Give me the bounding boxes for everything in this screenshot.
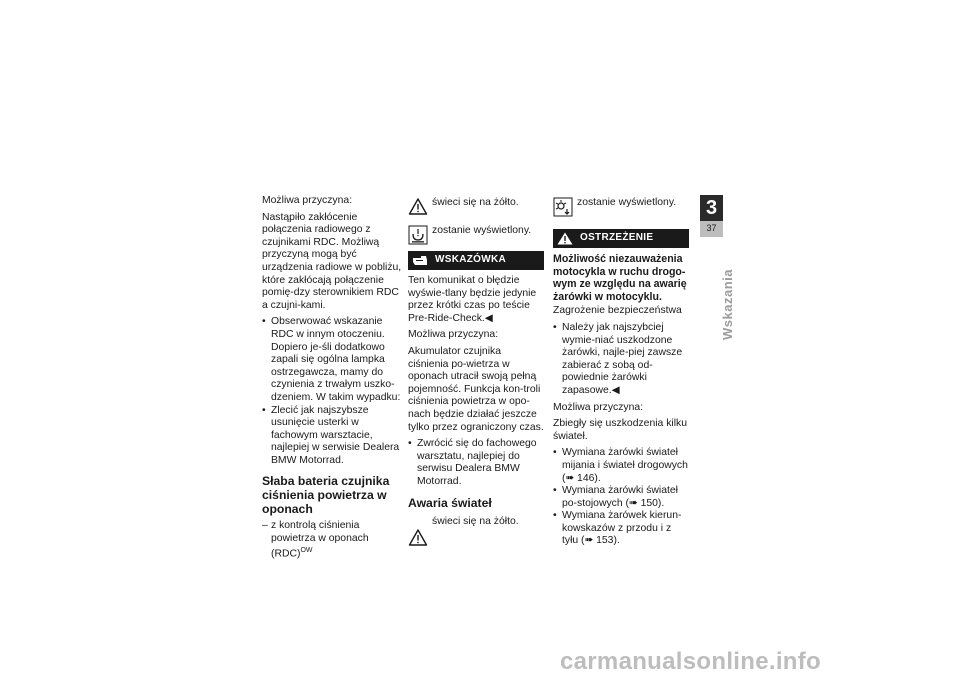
indicator-row xyxy=(408,223,544,245)
note-banner xyxy=(408,251,544,270)
column-2 xyxy=(408,195,544,554)
section-heading-lights: Awaria świateł xyxy=(408,495,492,510)
rdc-bullets xyxy=(262,316,402,467)
indicator-text: świeci się na żółto. xyxy=(432,516,519,528)
possible-cause-label: Możliwa przyczyna: xyxy=(408,329,499,341)
battery-cause-text: Akumulator czujnika ciśnienia po-wietrza w oponach utracił swoją pełną pojemność. Funkcja kon-troli ciśnienia powietrza w opo-nach będzie działać jeszcze tylko przez ograniczony czas. xyxy=(408,345,544,433)
warning-banner xyxy=(553,229,689,248)
warning-triangle-icon xyxy=(408,526,428,548)
chapter-number: 3 xyxy=(705,197,718,219)
bulb-replacement-bullets xyxy=(553,447,689,548)
page-number: 37 xyxy=(700,222,723,235)
list-item: • Wymiana żarówek kierun-kowskazów z przodu i z tyłu (➠ 153). xyxy=(553,510,689,548)
note-banner-label: WSKAZÓWKA xyxy=(435,254,507,266)
possible-cause-label: Możliwa przyczyna: xyxy=(262,195,353,206)
battery-bullets xyxy=(408,438,544,488)
lamp-failure-icon xyxy=(553,195,573,217)
warning-banner-label: OSTRZEŻENIE xyxy=(580,232,654,244)
option-text: z kontrolą ciśnienia powietrza w oponach (RDC) xyxy=(271,520,369,560)
option-list xyxy=(262,520,402,561)
section-title-vertical: Wskazania xyxy=(720,269,735,340)
indicator-row xyxy=(408,514,544,548)
note-hand-icon xyxy=(412,254,428,267)
alert-icon xyxy=(557,232,573,245)
option-code: OW xyxy=(300,547,313,555)
column-3 xyxy=(553,195,689,552)
indicator-text: zostanie wyświetlony. xyxy=(577,197,677,208)
column-1 xyxy=(262,195,402,562)
list-item: • Zlecić jak najszybsze usunięcie usterki w fachowym warsztacie, najlepiej w serwisie Dealera BMW Motorrad. xyxy=(262,405,402,468)
indicator-text: świeci się na żółto. xyxy=(432,197,519,208)
safety-risk-text: Zagrożenie bezpieczeństwa xyxy=(553,305,682,317)
indicator-row xyxy=(553,195,689,217)
tire-pressure-icon xyxy=(408,223,428,245)
lights-cause-text: Zbiegły się uszkodzenia kilku świateł. xyxy=(553,418,687,442)
warning-heading: Możliwość niezauważenia motocykla w ruchu drogo-wym ze względu na awarię żarówki w motocyklu. xyxy=(553,253,687,303)
rdc-interference-text: Nastąpiło zakłócenie połączenia radiowego z czujnikami RDC. Możliwą przyczyną mogą być urządzenia radiowe w pobliżu, które zakłócają połączenie pomię-dzy sterownikiem RDC a czujni-kami. xyxy=(262,211,402,311)
list-item: • Wymiana żarówki świateł po-stojowych (➠ 150). xyxy=(553,485,689,510)
indicator-text: zostanie wyświetlony. xyxy=(432,225,532,236)
list-item: • Należy jak najszybciej wymie-niać uszkodzone żarówki, najle-piej zawsze zabierać z sobą od-powiednie żarówki zapasowe.◀ xyxy=(553,322,689,398)
warning-triangle-icon xyxy=(408,195,428,217)
indicator-row xyxy=(408,195,544,217)
possible-cause-label: Możliwa przyczyna: xyxy=(553,401,644,413)
warning-bullets xyxy=(553,322,689,398)
watermark: carmanualsonline.info xyxy=(560,648,822,675)
section-heading-battery: Słaba bateria czujnika ciśnienia powietrza w oponach xyxy=(262,474,390,516)
note-text: Ten komunikat o błędzie wyświe-tlany będzie jedynie przez krótki czas po teście Pre-Ride-Check.◀ xyxy=(408,275,537,324)
list-item xyxy=(262,520,402,561)
list-item: • Obserwować wskazanie RDC w innym otoczeniu. Dopiero je-śli dodatkowo zapali się ogólna lampka ostrzegawcza, mamy do czynienia z trwałym uszko-dzeniem. W takim wypadku: xyxy=(262,316,402,404)
list-item: • Zwrócić się do fachowego warsztatu, najlepiej do serwisu Dealera BMW Motorrad. xyxy=(408,438,544,488)
list-item: • Wymiana żarówki świateł mijania i świateł drogowych (➠ 146). xyxy=(553,447,689,485)
